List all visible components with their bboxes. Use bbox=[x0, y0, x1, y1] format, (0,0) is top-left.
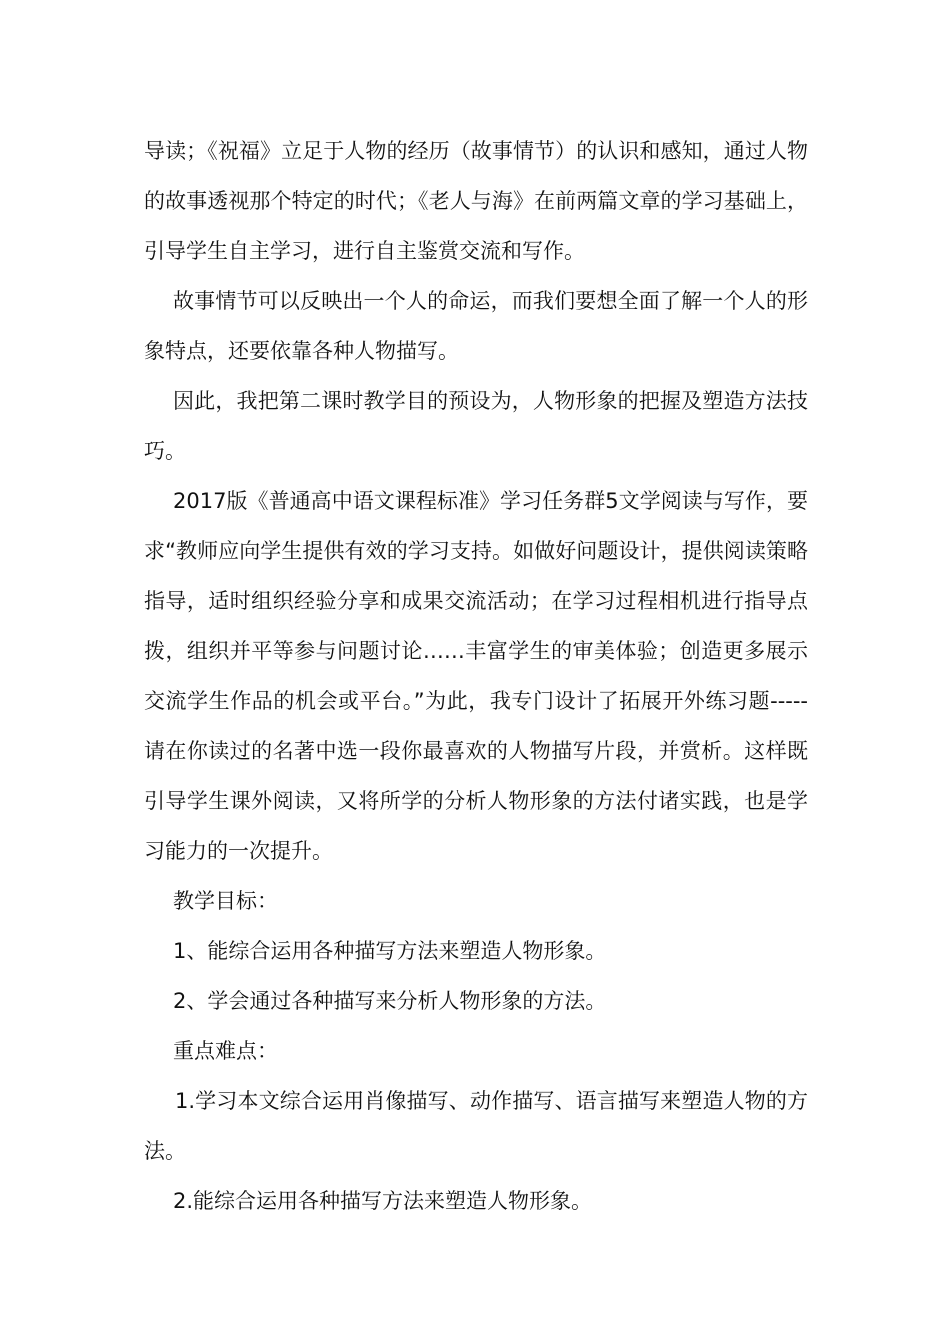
objective-item-2: 2、学会通过各种描写来分析人物形象的方法。 bbox=[173, 989, 607, 1013]
paragraph-plot-and-fate: 故事情节可以反映出一个人的命运，而我们要想全面了解一个人的形象特点，还要依靠各种人物描写。 bbox=[144, 289, 808, 363]
paragraph-reading-guide: 导读；《祝福》立足于人物的经历（故事情节）的认识和感知，通过人物的故事透视那个特定的时代；《老人与海》在前两篇文章的学习基础上，引导学生自主学习，进行自主鉴赏交流和写作。 bbox=[144, 139, 808, 263]
document-body bbox=[144, 126, 808, 1226]
heading-teaching-objectives: 教学目标： bbox=[173, 889, 278, 913]
paragraph-curriculum-standard: 2017版《普通高中语文课程标准》学习任务群5文学阅读与写作，要求“教师应向学生提供有效的学习支持。如做好问题设计，提供阅读策略指导，适时组织经验分享和成果交流活动；在学习过程相机进行指导点拨，组织并平等参与问题讨论……丰富学生的审美体验；创造更多展示交流学生作品的机会或平台。”为此，我专门设计了拓展开外练习题-----请在你读过的名著中选一段你最喜欢的人物描写片段，并赏析。这样既引导学生课外阅读，又将所学的分析人物形象的方法付诸实践，也是学习能力的一次提升。 bbox=[144, 489, 808, 863]
objective-item-1: 1、能综合运用各种描写方法来塑造人物形象。 bbox=[173, 939, 607, 963]
paragraph-lesson-goal-preset: 因此，我把第二课时教学目的预设为，人物形象的把握及塑造方法技巧。 bbox=[144, 389, 808, 463]
heading-key-difficulties: 重点难点： bbox=[173, 1039, 278, 1063]
difficulty-item-2: 2.能综合运用各种描写方法来塑造人物形象。 bbox=[173, 1189, 593, 1213]
difficulty-item-1: 1.学习本文综合运用肖像描写、动作描写、语言描写来塑造人物的方法。 bbox=[144, 1089, 808, 1163]
